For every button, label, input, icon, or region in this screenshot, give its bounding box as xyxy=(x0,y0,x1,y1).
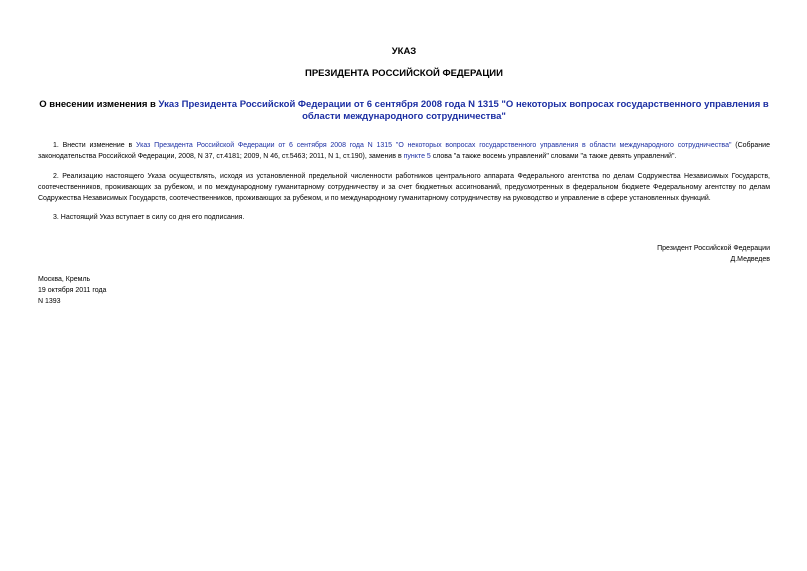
signature-name: Д.Медведев xyxy=(730,256,770,263)
paragraph-1 xyxy=(38,140,770,162)
paragraph-1-suffix: слова "а также восемь управлений" словами "а также девять управлений". xyxy=(430,153,677,160)
place-date: 19 октября 2011 года xyxy=(38,287,107,294)
paragraph-1-prefix: 1. Внести изменение в xyxy=(53,142,136,149)
document-title: УКАЗ xyxy=(391,46,417,57)
document-number: N 1393 xyxy=(38,298,61,305)
document-issuer: ПРЕЗИДЕНТА РОССИЙСКОЙ ФЕДЕРАЦИИ xyxy=(305,68,503,79)
place-date-block xyxy=(38,274,106,307)
place-city: Москва, Кремль xyxy=(38,276,91,283)
subtitle-decree-link[interactable]: Указ Президента Российской Федерации от 6 сентября 2008 года N 1315 "О некоторых вопросах государственного управления в области международного сотрудничества" xyxy=(158,99,769,122)
document-subtitle xyxy=(38,99,770,123)
paragraph-2: 2. Реализацию настоящего Указа осуществлять, исходя из установленной предельной численности работников центрального аппарата Федерального агентства по делам Содружества Независимых Государств, соотечественников, проживающих за рубежом, и по международному гуманитарному сотрудничеству и за счет бюджетных ассигнований, предусмотренных в федеральном бюджете Федеральному агентству по делам Содружества Независимых Государств, соотечественников, проживающих за рубежом, и по международному гуманитарному сотрудничеству на руководство и управление в сфере установленных функций. xyxy=(38,173,770,202)
paragraph-1-clause-link[interactable]: пункте 5 xyxy=(403,153,431,160)
subtitle-prefix: О внесении изменения в xyxy=(39,99,159,110)
paragraph-3: 3. Настоящий Указ вступает в силу со дня его подписания. xyxy=(53,214,245,221)
signature-position: Президент Российской Федерации xyxy=(657,245,770,252)
paragraph-1-middle: (Собрание законодательства Российской Федерации, 2008, N 37, ст.4181; 2009, N 46, ст.5463; 2011, N 1, ст.190), заменив в xyxy=(38,142,770,160)
signature-block xyxy=(657,243,770,265)
paragraph-1-decree-link[interactable]: Указ Президента Российской Федерации от 6 сентября 2008 года N 1315 "О некоторых вопросах государственного управления в области международного сотрудничества" xyxy=(136,142,732,149)
